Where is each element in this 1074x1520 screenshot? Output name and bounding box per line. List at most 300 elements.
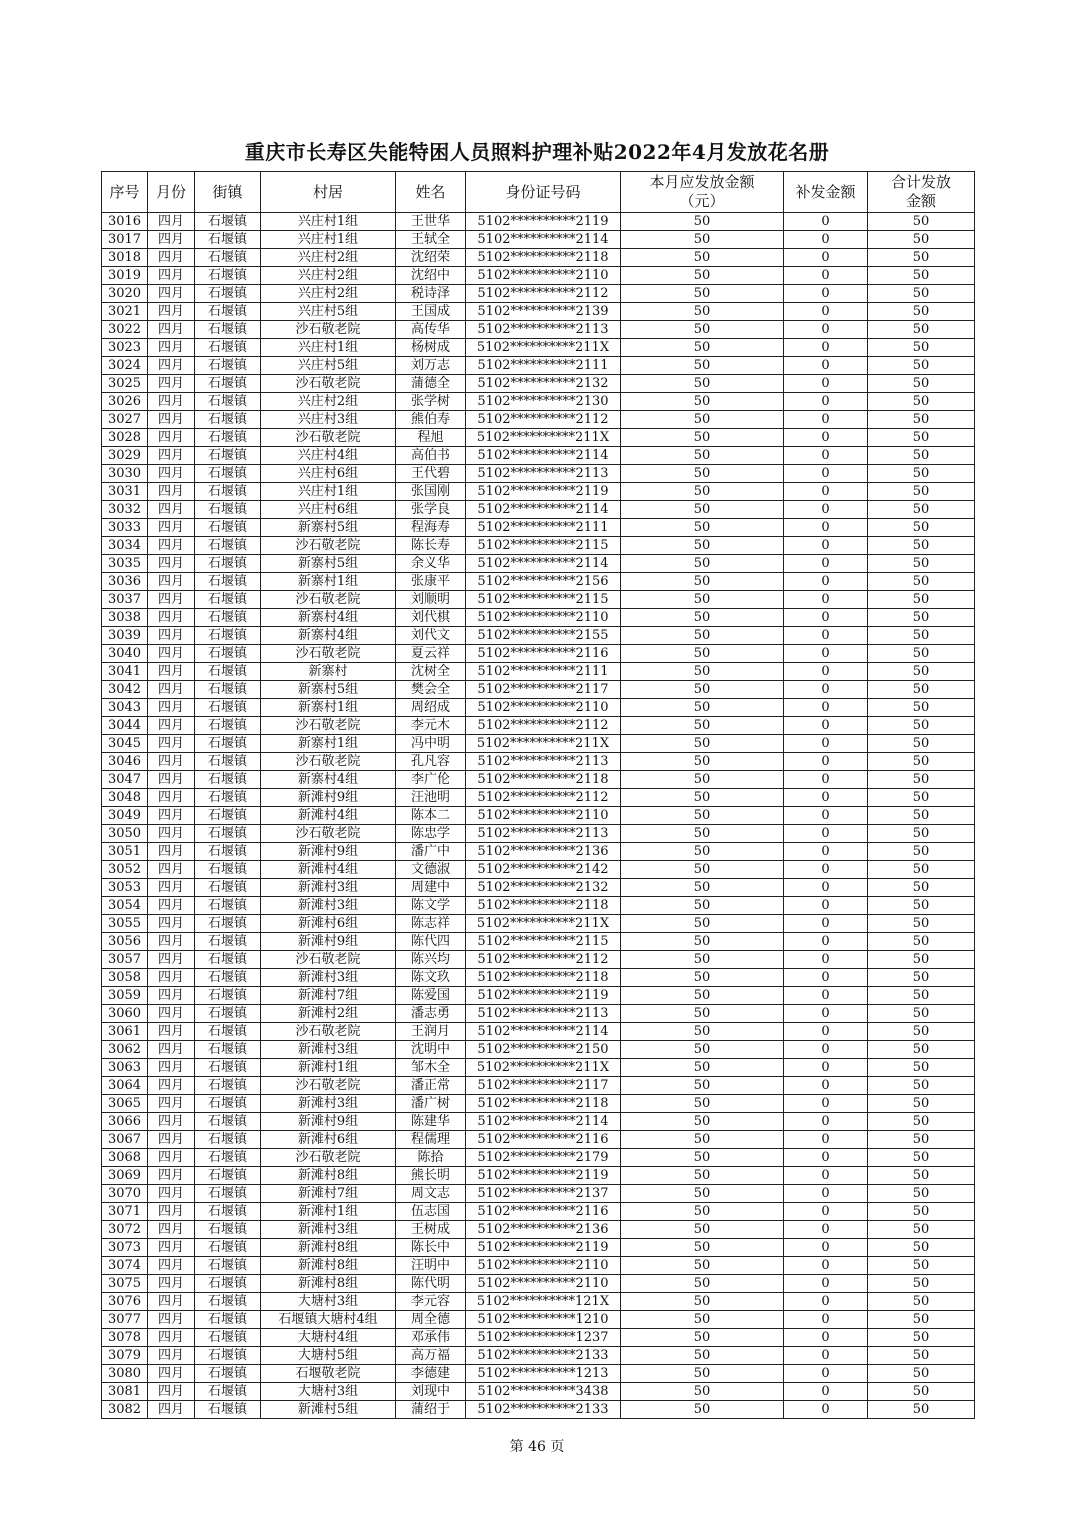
cell-name: 陈代明 [396,1275,466,1293]
cell-village: 兴庄村2组 [261,285,396,303]
cell-month: 四月 [148,267,195,285]
cell-id-number: 5102**********2118 [466,249,621,267]
cell-id-number: 5102**********2110 [466,807,621,825]
cell-index: 3017 [102,231,148,249]
cell-id-number: 5102**********2118 [466,771,621,789]
cell-total: 50 [868,267,975,285]
cell-total: 50 [868,573,975,591]
cell-village: 沙石敬老院 [261,429,396,447]
cell-index: 3027 [102,411,148,429]
cell-amount: 50 [621,447,784,465]
cell-total: 50 [868,231,975,249]
table-row [102,771,975,789]
cell-total: 50 [868,789,975,807]
cell-id-number: 5102**********2115 [466,591,621,609]
cell-amount: 50 [621,1185,784,1203]
cell-supplement: 0 [784,465,868,483]
cell-amount: 50 [621,645,784,663]
cell-id-number: 5102**********2150 [466,1041,621,1059]
cell-total: 50 [868,1185,975,1203]
cell-amount: 50 [621,915,784,933]
cell-town: 石堰镇 [195,1221,261,1239]
cell-town: 石堰镇 [195,447,261,465]
table-row [102,303,975,321]
cell-amount: 50 [621,609,784,627]
cell-total: 50 [868,681,975,699]
cell-supplement: 0 [784,555,868,573]
cell-village: 兴庄村3组 [261,411,396,429]
cell-amount: 50 [621,285,784,303]
cell-town: 石堰镇 [195,789,261,807]
table-row [102,987,975,1005]
table-row [102,1149,975,1167]
cell-total: 50 [868,951,975,969]
table-row [102,807,975,825]
cell-index: 3034 [102,537,148,555]
cell-supplement: 0 [784,501,868,519]
cell-amount: 50 [621,1023,784,1041]
cell-town: 石堰镇 [195,1077,261,1095]
cell-index: 3076 [102,1293,148,1311]
table-row [102,519,975,537]
cell-index: 3052 [102,861,148,879]
cell-town: 石堰镇 [195,843,261,861]
cell-total: 50 [868,879,975,897]
cell-id-number: 5102**********2114 [466,1113,621,1131]
cell-month: 四月 [148,1077,195,1095]
cell-name: 李德建 [396,1365,466,1383]
cell-amount: 50 [621,213,784,231]
cell-month: 四月 [148,1347,195,1365]
cell-index: 3025 [102,375,148,393]
cell-month: 四月 [148,825,195,843]
cell-name: 高传华 [396,321,466,339]
cell-total: 50 [868,771,975,789]
cell-amount: 50 [621,681,784,699]
cell-month: 四月 [148,1383,195,1401]
cell-id-number: 5102**********2119 [466,1167,621,1185]
cell-supplement: 0 [784,735,868,753]
cell-town: 石堰镇 [195,1131,261,1149]
table-row [102,933,975,951]
cell-month: 四月 [148,429,195,447]
cell-name: 陈拾 [396,1149,466,1167]
table-row [102,879,975,897]
cell-month: 四月 [148,879,195,897]
cell-village: 新滩村5组 [261,1401,396,1419]
cell-supplement: 0 [784,339,868,357]
cell-supplement: 0 [784,1131,868,1149]
cell-village: 石堰镇大塘村4组 [261,1311,396,1329]
cell-amount: 50 [621,663,784,681]
cell-id-number: 5102**********2110 [466,267,621,285]
cell-month: 四月 [148,681,195,699]
table-row [102,1059,975,1077]
cell-town: 石堰镇 [195,1257,261,1275]
cell-index: 3028 [102,429,148,447]
cell-index: 3077 [102,1311,148,1329]
cell-id-number: 5102**********2132 [466,879,621,897]
cell-month: 四月 [148,699,195,717]
cell-total: 50 [868,555,975,573]
cell-id-number: 5102**********2110 [466,609,621,627]
cell-id-number: 5102**********2136 [466,1221,621,1239]
cell-village: 新滩村9组 [261,933,396,951]
cell-name: 陈爱国 [396,987,466,1005]
cell-total: 50 [868,465,975,483]
cell-town: 石堰镇 [195,429,261,447]
cell-supplement: 0 [784,879,868,897]
cell-amount: 50 [621,357,784,375]
cell-total: 50 [868,321,975,339]
cell-id-number: 5102**********2156 [466,573,621,591]
cell-name: 王代碧 [396,465,466,483]
cell-name: 张学良 [396,501,466,519]
cell-id-number: 5102**********211X [466,735,621,753]
cell-total: 50 [868,1383,975,1401]
table-row [102,789,975,807]
cell-supplement: 0 [784,1257,868,1275]
cell-month: 四月 [148,717,195,735]
cell-month: 四月 [148,339,195,357]
cell-village: 新滩村3组 [261,879,396,897]
table-row [102,951,975,969]
cell-supplement: 0 [784,537,868,555]
cell-index: 3049 [102,807,148,825]
cell-amount: 50 [621,1383,784,1401]
cell-amount: 50 [621,1311,784,1329]
cell-supplement: 0 [784,1185,868,1203]
cell-name: 高万福 [396,1347,466,1365]
cell-id-number: 5102**********2118 [466,1095,621,1113]
cell-village: 兴庄村4组 [261,447,396,465]
cell-total: 50 [868,609,975,627]
cell-total: 50 [868,645,975,663]
cell-name: 樊会全 [396,681,466,699]
cell-village: 大塘村5组 [261,1347,396,1365]
page-number: 第 46 页 [509,1439,565,1455]
table-row [102,1077,975,1095]
table-row [102,537,975,555]
cell-town: 石堰镇 [195,375,261,393]
table-row [102,591,975,609]
cell-month: 四月 [148,591,195,609]
cell-name: 熊长明 [396,1167,466,1185]
cell-index: 3040 [102,645,148,663]
cell-town: 石堰镇 [195,1095,261,1113]
cell-name: 邓承伟 [396,1329,466,1347]
cell-id-number: 5102**********1237 [466,1329,621,1347]
cell-village: 新滩村9组 [261,789,396,807]
cell-total: 50 [868,915,975,933]
cell-village: 大塘村3组 [261,1383,396,1401]
cell-supplement: 0 [784,987,868,1005]
cell-month: 四月 [148,1203,195,1221]
cell-town: 石堰镇 [195,753,261,771]
cell-town: 石堰镇 [195,501,261,519]
cell-supplement: 0 [784,375,868,393]
cell-supplement: 0 [784,1311,868,1329]
cell-month: 四月 [148,1221,195,1239]
cell-month: 四月 [148,609,195,627]
cell-index: 3031 [102,483,148,501]
cell-supplement: 0 [784,681,868,699]
cell-town: 石堰镇 [195,771,261,789]
cell-id-number: 5102**********2113 [466,321,621,339]
cell-month: 四月 [148,1293,195,1311]
cell-name: 刘代棋 [396,609,466,627]
table-row [102,663,975,681]
cell-index: 3019 [102,267,148,285]
cell-id-number: 5102**********2111 [466,519,621,537]
cell-amount: 50 [621,573,784,591]
table-row [102,465,975,483]
table-row [102,1239,975,1257]
cell-supplement: 0 [784,771,868,789]
table-row [102,1329,975,1347]
cell-month: 四月 [148,951,195,969]
cell-village: 大塘村3组 [261,1293,396,1311]
cell-supplement: 0 [784,717,868,735]
cell-id-number: 5102**********2136 [466,843,621,861]
cell-name: 刘代文 [396,627,466,645]
cell-village: 新滩村1组 [261,1203,396,1221]
cell-id-number: 5102**********211X [466,339,621,357]
cell-month: 四月 [148,321,195,339]
cell-total: 50 [868,627,975,645]
cell-name: 李元木 [396,717,466,735]
cell-amount: 50 [621,411,784,429]
cell-total: 50 [868,969,975,987]
table-row [102,285,975,303]
cell-supplement: 0 [784,1023,868,1041]
cell-name: 王国成 [396,303,466,321]
table-row [102,1401,975,1419]
cell-index: 3016 [102,213,148,231]
table-row [102,1113,975,1131]
cell-name: 王树成 [396,1221,466,1239]
cell-town: 石堰镇 [195,249,261,267]
cell-town: 石堰镇 [195,213,261,231]
cell-supplement: 0 [784,843,868,861]
cell-month: 四月 [148,1329,195,1347]
cell-id-number: 5102**********2117 [466,1077,621,1095]
cell-supplement: 0 [784,1383,868,1401]
cell-id-number: 5102**********2179 [466,1149,621,1167]
cell-town: 石堰镇 [195,1383,261,1401]
cell-index: 3050 [102,825,148,843]
cell-village: 新寨村5组 [261,519,396,537]
cell-village: 兴庄村2组 [261,393,396,411]
cell-village: 新寨村4组 [261,771,396,789]
cell-name: 张学树 [396,393,466,411]
cell-id-number: 5102**********2113 [466,1005,621,1023]
cell-town: 石堰镇 [195,825,261,843]
cell-town: 石堰镇 [195,303,261,321]
cell-amount: 50 [621,1257,784,1275]
cell-month: 四月 [148,303,195,321]
cell-supplement: 0 [784,897,868,915]
cell-name: 潘正常 [396,1077,466,1095]
table-row [102,375,975,393]
header-cell: 村居 [261,172,396,213]
cell-name: 余义华 [396,555,466,573]
cell-month: 四月 [148,465,195,483]
cell-supplement: 0 [784,951,868,969]
cell-id-number: 5102**********2112 [466,285,621,303]
table-row [102,339,975,357]
cell-village: 兴庄村1组 [261,231,396,249]
cell-village: 新滩村7组 [261,987,396,1005]
cell-amount: 50 [621,1005,784,1023]
cell-amount: 50 [621,591,784,609]
cell-index: 3038 [102,609,148,627]
cell-town: 石堰镇 [195,357,261,375]
cell-supplement: 0 [784,321,868,339]
cell-month: 四月 [148,1023,195,1041]
cell-name: 蒲绍于 [396,1401,466,1419]
cell-village: 沙石敬老院 [261,825,396,843]
cell-supplement: 0 [784,969,868,987]
cell-village: 石堰敬老院 [261,1365,396,1383]
cell-amount: 50 [621,753,784,771]
cell-id-number: 5102**********2113 [466,753,621,771]
cell-index: 3058 [102,969,148,987]
table-row [102,681,975,699]
cell-index: 3069 [102,1167,148,1185]
cell-total: 50 [868,285,975,303]
cell-village: 新寨村5组 [261,555,396,573]
table-row [102,969,975,987]
cell-total: 50 [868,825,975,843]
cell-index: 3078 [102,1329,148,1347]
cell-town: 石堰镇 [195,1149,261,1167]
cell-supplement: 0 [784,1059,868,1077]
cell-month: 四月 [148,411,195,429]
table-row [102,825,975,843]
cell-index: 3081 [102,1383,148,1401]
cell-name: 程儒理 [396,1131,466,1149]
cell-index: 3065 [102,1095,148,1113]
cell-town: 石堰镇 [195,861,261,879]
cell-id-number: 5102**********1213 [466,1365,621,1383]
cell-index: 3073 [102,1239,148,1257]
cell-index: 3020 [102,285,148,303]
cell-month: 四月 [148,285,195,303]
cell-month: 四月 [148,861,195,879]
cell-id-number: 5102**********2116 [466,1203,621,1221]
cell-index: 3044 [102,717,148,735]
cell-village: 新滩村7组 [261,1185,396,1203]
cell-town: 石堰镇 [195,573,261,591]
cell-village: 新滩村4组 [261,861,396,879]
cell-name: 沈绍中 [396,267,466,285]
cell-index: 3042 [102,681,148,699]
cell-index: 3072 [102,1221,148,1239]
cell-total: 50 [868,249,975,267]
cell-month: 四月 [148,987,195,1005]
table-row [102,627,975,645]
cell-supplement: 0 [784,411,868,429]
cell-supplement: 0 [784,825,868,843]
cell-name: 陈文学 [396,897,466,915]
cell-village: 兴庄村6组 [261,501,396,519]
cell-id-number: 5102**********2110 [466,1275,621,1293]
cell-id-number: 5102**********2116 [466,645,621,663]
cell-amount: 50 [621,375,784,393]
cell-amount: 50 [621,861,784,879]
cell-amount: 50 [621,231,784,249]
cell-amount: 50 [621,1059,784,1077]
cell-supplement: 0 [784,213,868,231]
cell-town: 石堰镇 [195,1023,261,1041]
cell-index: 3057 [102,951,148,969]
cell-name: 蒲德全 [396,375,466,393]
cell-supplement: 0 [784,393,868,411]
cell-index: 3080 [102,1365,148,1383]
cell-name: 高伯书 [396,447,466,465]
cell-name: 程海寿 [396,519,466,537]
cell-village: 新滩村1组 [261,1059,396,1077]
cell-town: 石堰镇 [195,735,261,753]
cell-month: 四月 [148,1131,195,1149]
cell-name: 陈文玖 [396,969,466,987]
cell-month: 四月 [148,1311,195,1329]
cell-month: 四月 [148,933,195,951]
cell-id-number: 5102**********2113 [466,465,621,483]
table-row [102,1041,975,1059]
cell-month: 四月 [148,753,195,771]
cell-name: 邹木全 [396,1059,466,1077]
cell-village: 沙石敬老院 [261,591,396,609]
cell-village: 沙石敬老院 [261,717,396,735]
cell-supplement: 0 [784,789,868,807]
cell-id-number: 5102**********2142 [466,861,621,879]
cell-amount: 50 [621,897,784,915]
cell-amount: 50 [621,303,784,321]
cell-total: 50 [868,1077,975,1095]
cell-total: 50 [868,897,975,915]
cell-index: 3043 [102,699,148,717]
cell-supplement: 0 [784,1149,868,1167]
table-row [102,1005,975,1023]
cell-total: 50 [868,987,975,1005]
cell-month: 四月 [148,249,195,267]
table-row [102,645,975,663]
table-row [102,717,975,735]
cell-amount: 50 [621,339,784,357]
table-row [102,1203,975,1221]
cell-total: 50 [868,807,975,825]
cell-id-number: 5102**********2110 [466,699,621,717]
cell-amount: 50 [621,1329,784,1347]
cell-village: 新滩村6组 [261,915,396,933]
cell-total: 50 [868,537,975,555]
cell-amount: 50 [621,249,784,267]
cell-town: 石堰镇 [195,411,261,429]
cell-town: 石堰镇 [195,483,261,501]
cell-village: 兴庄村6组 [261,465,396,483]
cell-amount: 50 [621,933,784,951]
cell-index: 3030 [102,465,148,483]
cell-supplement: 0 [784,483,868,501]
cell-village: 沙石敬老院 [261,375,396,393]
cell-supplement: 0 [784,1005,868,1023]
cell-supplement: 0 [784,1329,868,1347]
cell-name: 刘万志 [396,357,466,375]
cell-id-number: 5102**********2114 [466,555,621,573]
cell-amount: 50 [621,537,784,555]
